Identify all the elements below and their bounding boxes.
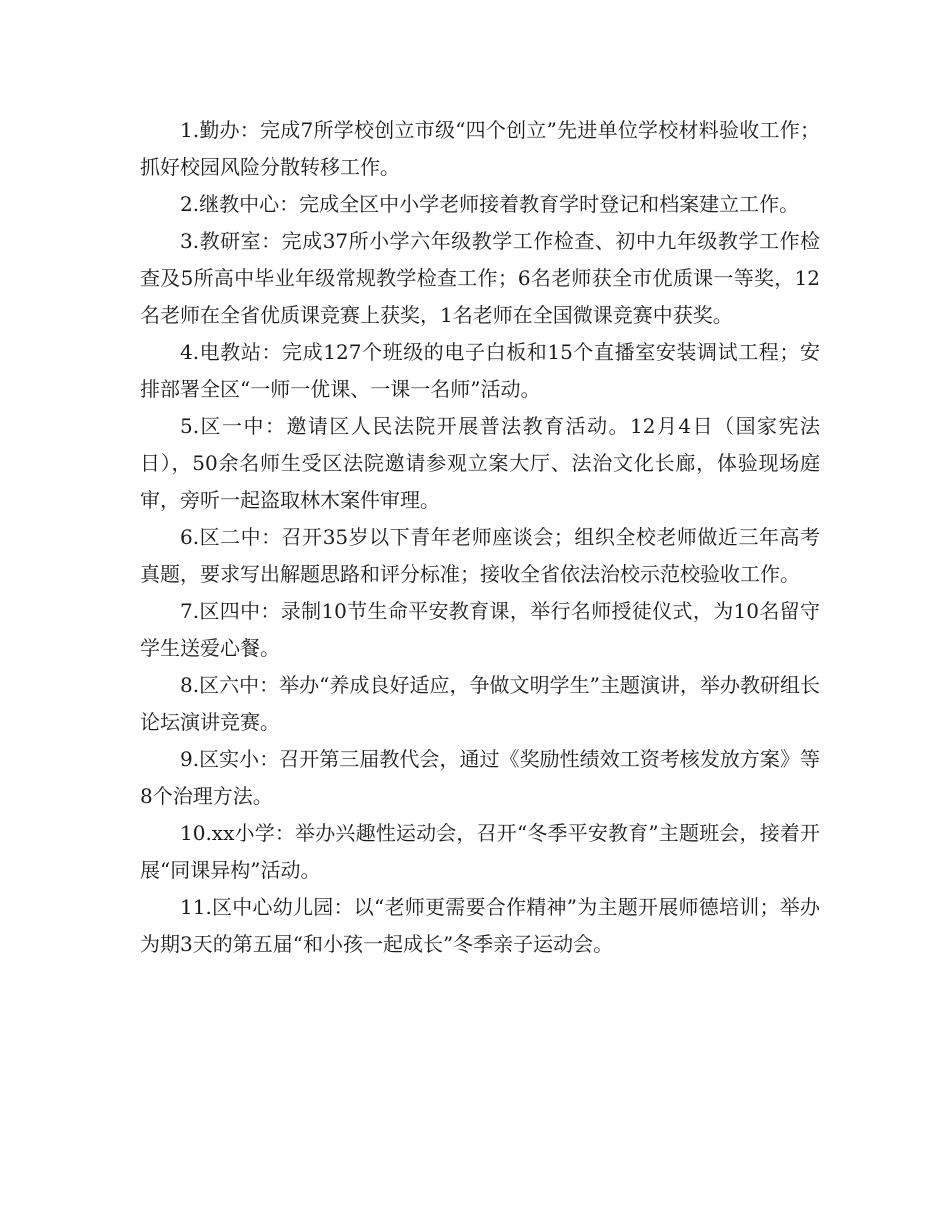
document-body: [140, 112, 820, 963]
paragraph-2: 2.继教中心：完成全区中小学老师接着教育学时登记和档案建立工作。: [180, 192, 800, 216]
paragraph-11: 11.区中心幼儿园：以“老师更需要合作精神”为主题开展师德培训；举办为期3天的第五届“和小孩一起成长”冬季亲子运动会。: [140, 895, 820, 956]
paragraph-1: 1.勤办：完成7所学校创立市级“四个创立”先进单位学校材料验收工作；抓好校园风险分散转移工作。: [140, 118, 820, 179]
paragraph-7: 7.区四中：录制10节生命平安教育课，举行名师授徒仪式，为10名留守学生送爱心餐。: [140, 599, 820, 660]
paragraph-5: 5.区一中：邀请区人民法院开展普法教育活动。12月4日（国家宪法日），50余名师生受区法院邀请参观立案大厅、法治文化长廊，体验现场庭审，旁听一起盗取林木案件审理。: [140, 414, 820, 512]
paragraph-4: 4.电教站：完成127个班级的电子白板和15个直播室安装调试工程；安排部署全区“一师一优课、一课一名师”活动。: [140, 340, 820, 401]
paragraph-9: 9.区实小：召开第三届教代会，通过《奖励性绩效工资考核发放方案》等8个治理方法。: [140, 747, 820, 808]
paragraph-8: 8.区六中：举办“养成良好适应，争做文明学生”主题演讲，举办教研组长论坛演讲竞赛。: [140, 673, 820, 734]
paragraph-3: 3.教研室：完成37所小学六年级教学工作检查、初中九年级教学工作检查及5所高中毕业年级常规教学检查工作；6名老师获全市优质课一等奖，12名老师在全省优质课竞赛上获奖，1名老师在全国微课竞赛中获奖。: [140, 229, 820, 327]
paragraph-10: 10.xx小学：举办兴趣性运动会，召开“冬季平安教育”主题班会，接着开展“同课异构”活动。: [140, 821, 820, 882]
paragraph-6: 6.区二中：召开35岁以下青年老师座谈会；组织全校老师做近三年高考真题，要求写出解题思路和评分标准；接收全省依法治校示范校验收工作。: [140, 525, 820, 586]
